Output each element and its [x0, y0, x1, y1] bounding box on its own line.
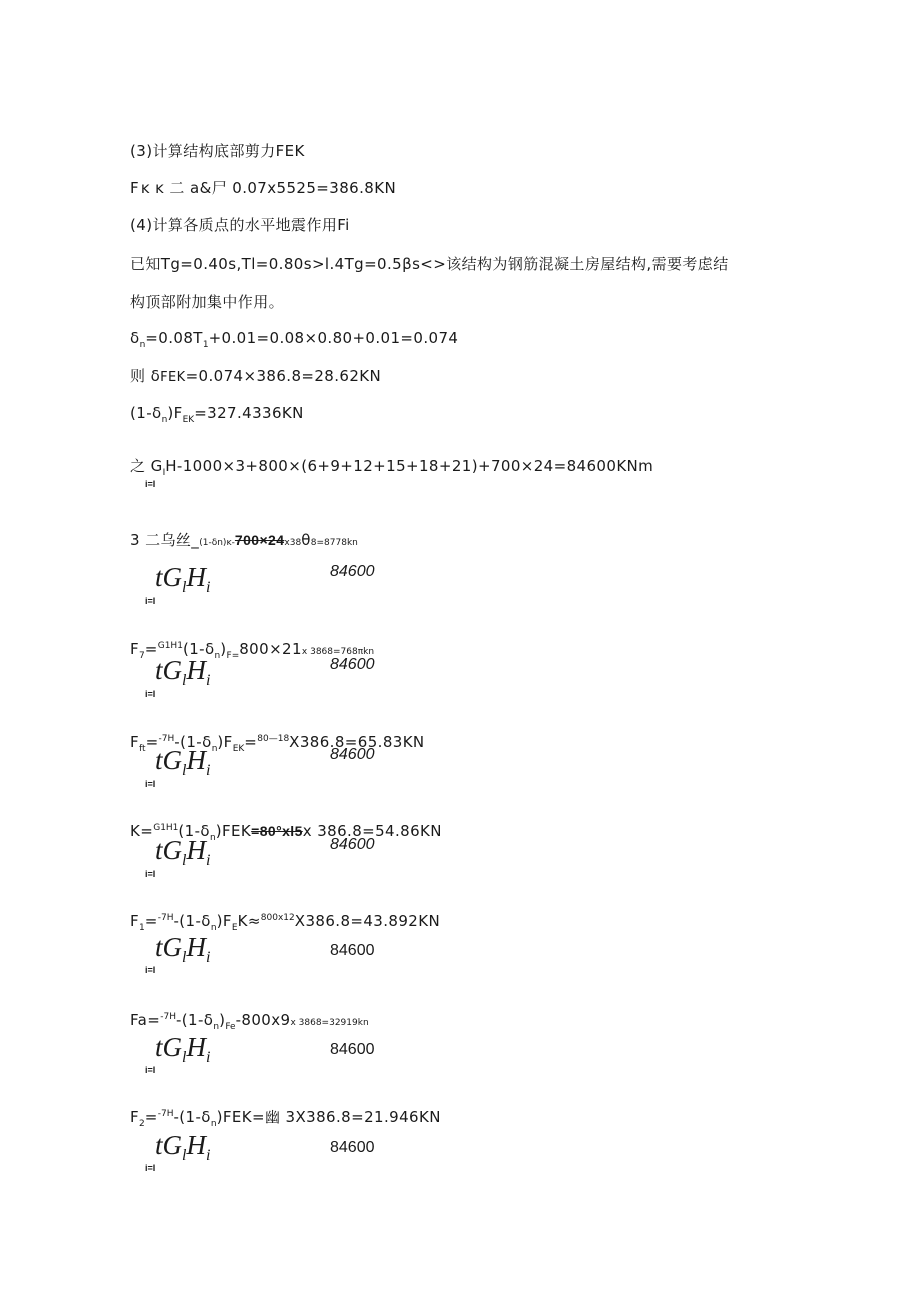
superscript: -7H: [157, 913, 174, 923]
text: 3 二乌丝_: [130, 531, 200, 549]
struck-text: =80°xl5: [251, 823, 303, 839]
subscript: i: [205, 852, 211, 869]
subscript: 1: [139, 923, 145, 933]
subscript: i: [205, 579, 211, 596]
formula-f8: [130, 531, 358, 552]
subscript: E: [231, 923, 238, 933]
heading-horizontal-action: (4)计算各质点的水平地震作用Fi: [130, 216, 350, 234]
text: H: [186, 1130, 206, 1160]
text: ): [220, 640, 227, 658]
text: )FEK: [215, 822, 252, 840]
sum-index: i=I: [145, 596, 156, 606]
denominator-value: 84600: [330, 942, 375, 959]
sum-index: i=I: [145, 965, 156, 975]
text: tG: [155, 1130, 182, 1160]
subscript: l: [182, 949, 187, 966]
text: ĸ-: [226, 538, 235, 548]
text: =: [144, 1108, 158, 1126]
fraction-denominator-symbol: [155, 655, 210, 696]
subscript: F=: [226, 651, 240, 661]
text: x 3868=32919kn: [290, 1018, 369, 1028]
text: ): [219, 1011, 226, 1029]
superscript: -7H: [158, 734, 175, 744]
text: H: [186, 1032, 206, 1062]
denominator-value: 84600: [330, 746, 375, 763]
text: =: [144, 912, 158, 930]
text: F: [130, 1108, 140, 1126]
fraction-denominator-symbol: [155, 932, 210, 973]
heading-base-shear: (3)计算结构底部剪力FEK: [130, 142, 305, 160]
text: x 3868=768πkn: [301, 647, 375, 657]
subscript: 1: [202, 340, 209, 350]
text: )FEK=幽 3X386.8=21.946KN: [216, 1108, 441, 1126]
text: H: [186, 835, 206, 865]
text: =327.4336KN: [194, 404, 304, 422]
subscript: l: [182, 1049, 187, 1066]
subscript: n: [214, 651, 221, 661]
subscript: EK: [182, 415, 195, 425]
text: K=: [130, 822, 154, 840]
denominator-value: 84600: [330, 656, 375, 673]
fraction-denominator-symbol: [155, 1032, 210, 1073]
sum-index: i=I: [145, 689, 156, 699]
fraction-denominator-symbol: [155, 835, 210, 876]
superscript: -7H: [157, 1109, 174, 1119]
superscript: 80—18: [257, 734, 290, 744]
text: tG: [155, 835, 182, 865]
subscript: Fe: [225, 1022, 236, 1032]
subscript: n: [213, 1022, 220, 1032]
text: tG: [155, 1032, 182, 1062]
text: H: [186, 562, 206, 592]
fraction-denominator-symbol: [155, 1130, 210, 1171]
subscript: n: [161, 415, 168, 425]
text: FEK: [160, 370, 186, 385]
text: x38: [284, 538, 302, 548]
text: )F: [216, 912, 232, 930]
text: θ: [301, 531, 311, 549]
text: (1-δn): [199, 538, 227, 548]
text: tG: [155, 745, 182, 775]
text: x 386.8=54.86KN: [302, 822, 442, 840]
text: =0.08T: [145, 329, 203, 347]
subscript: n: [211, 744, 218, 754]
fraction-denominator-symbol: [155, 562, 210, 603]
text: =0.074×386.8=28.62KN: [185, 367, 382, 385]
text: =: [145, 733, 159, 751]
subscript: 2: [139, 1119, 145, 1129]
subscript: n: [139, 340, 146, 350]
text: F: [130, 640, 140, 658]
superscript: 800x12: [260, 913, 295, 923]
text: =: [244, 733, 258, 751]
text: tG: [155, 562, 182, 592]
text: -(1-δ: [173, 1108, 211, 1126]
text: 8=8778kn: [310, 538, 358, 548]
text: +0.01=0.08×0.80+0.01=0.074: [208, 329, 459, 347]
subscript: ft: [139, 744, 146, 754]
struck-text: 700×24: [234, 532, 285, 548]
sum-index: i=I: [145, 779, 156, 789]
subscript: l: [182, 852, 187, 869]
subscript: I: [162, 468, 166, 478]
text: X386.8=65.83KN: [289, 733, 425, 751]
text: H: [186, 655, 206, 685]
subscript: n: [210, 1119, 217, 1129]
denominator-value: 84600: [330, 836, 375, 853]
text: F: [130, 912, 140, 930]
text: H: [186, 745, 206, 775]
formula-fek: F ᴋ ᴋ 二 a&尸 0.07x5525=386.8KN: [130, 179, 397, 197]
fraction-denominator-symbol: [155, 745, 210, 786]
text: (1-δ: [130, 404, 162, 422]
text: K≈: [237, 912, 261, 930]
denominator-value: 84600: [330, 1041, 375, 1058]
text: H: [186, 932, 206, 962]
subscript: l: [182, 579, 187, 596]
sum-index: i=I: [145, 1065, 156, 1075]
subscript: l: [182, 1147, 187, 1164]
text: X386.8=43.892KN: [294, 912, 441, 930]
formula-f2: [130, 1105, 441, 1133]
formula-delta-fek: [130, 367, 381, 387]
denominator-value: 84600: [330, 563, 375, 580]
superscript: G1H1: [157, 641, 183, 651]
text: 800×21: [239, 640, 302, 658]
text: -(1-δ: [174, 733, 212, 751]
text: δ: [130, 329, 140, 347]
text: -(1-δ: [173, 912, 211, 930]
denominator-value: 84600: [330, 1139, 375, 1156]
text: =: [144, 640, 158, 658]
superscript: G1H1: [153, 823, 179, 833]
subscript: i: [205, 949, 211, 966]
text: tG: [155, 655, 182, 685]
subscript: n: [210, 923, 217, 933]
formula-one-minus-delta: [130, 404, 304, 429]
text: 之 G: [130, 457, 163, 475]
text: tG: [155, 932, 182, 962]
text: )F: [217, 733, 233, 751]
paragraph-known-cont: 构顶部附加集中作用。: [130, 293, 285, 311]
sum-index: i=I: [145, 479, 156, 489]
subscript: i: [205, 672, 211, 689]
superscript: -7H: [160, 1012, 176, 1022]
subscript: EK: [232, 744, 245, 754]
subscript: 7: [139, 651, 145, 661]
text: F: [130, 733, 140, 751]
text: -800x9: [235, 1011, 291, 1029]
text: -(1-δ: [175, 1011, 214, 1029]
formula-sum-gh: [130, 457, 653, 482]
subscript: l: [182, 672, 187, 689]
subscript: i: [205, 1049, 211, 1066]
paragraph-known: 已知Tg=0.40s,Tl=0.80s>l.4Tg=0.5βs<>该结构为钢筋混凝土房屋结构,需要考虑结: [130, 255, 729, 273]
subscript: l: [182, 762, 187, 779]
text: (1-δ: [182, 640, 215, 658]
text: )F: [167, 404, 183, 422]
sum-index: i=I: [145, 1163, 156, 1173]
text: Fa=: [130, 1011, 161, 1029]
subscript: i: [205, 1147, 211, 1164]
subscript: n: [210, 833, 216, 843]
formula-delta-n: [130, 329, 458, 354]
text: 则 δ: [130, 367, 161, 385]
text: (1-δ: [178, 822, 211, 840]
subscript: i: [205, 762, 211, 779]
sum-index: i=I: [145, 869, 156, 879]
text: H-1000×3+800×(6+9+12+15+18+21)+700×24=84600KNm: [165, 457, 654, 475]
